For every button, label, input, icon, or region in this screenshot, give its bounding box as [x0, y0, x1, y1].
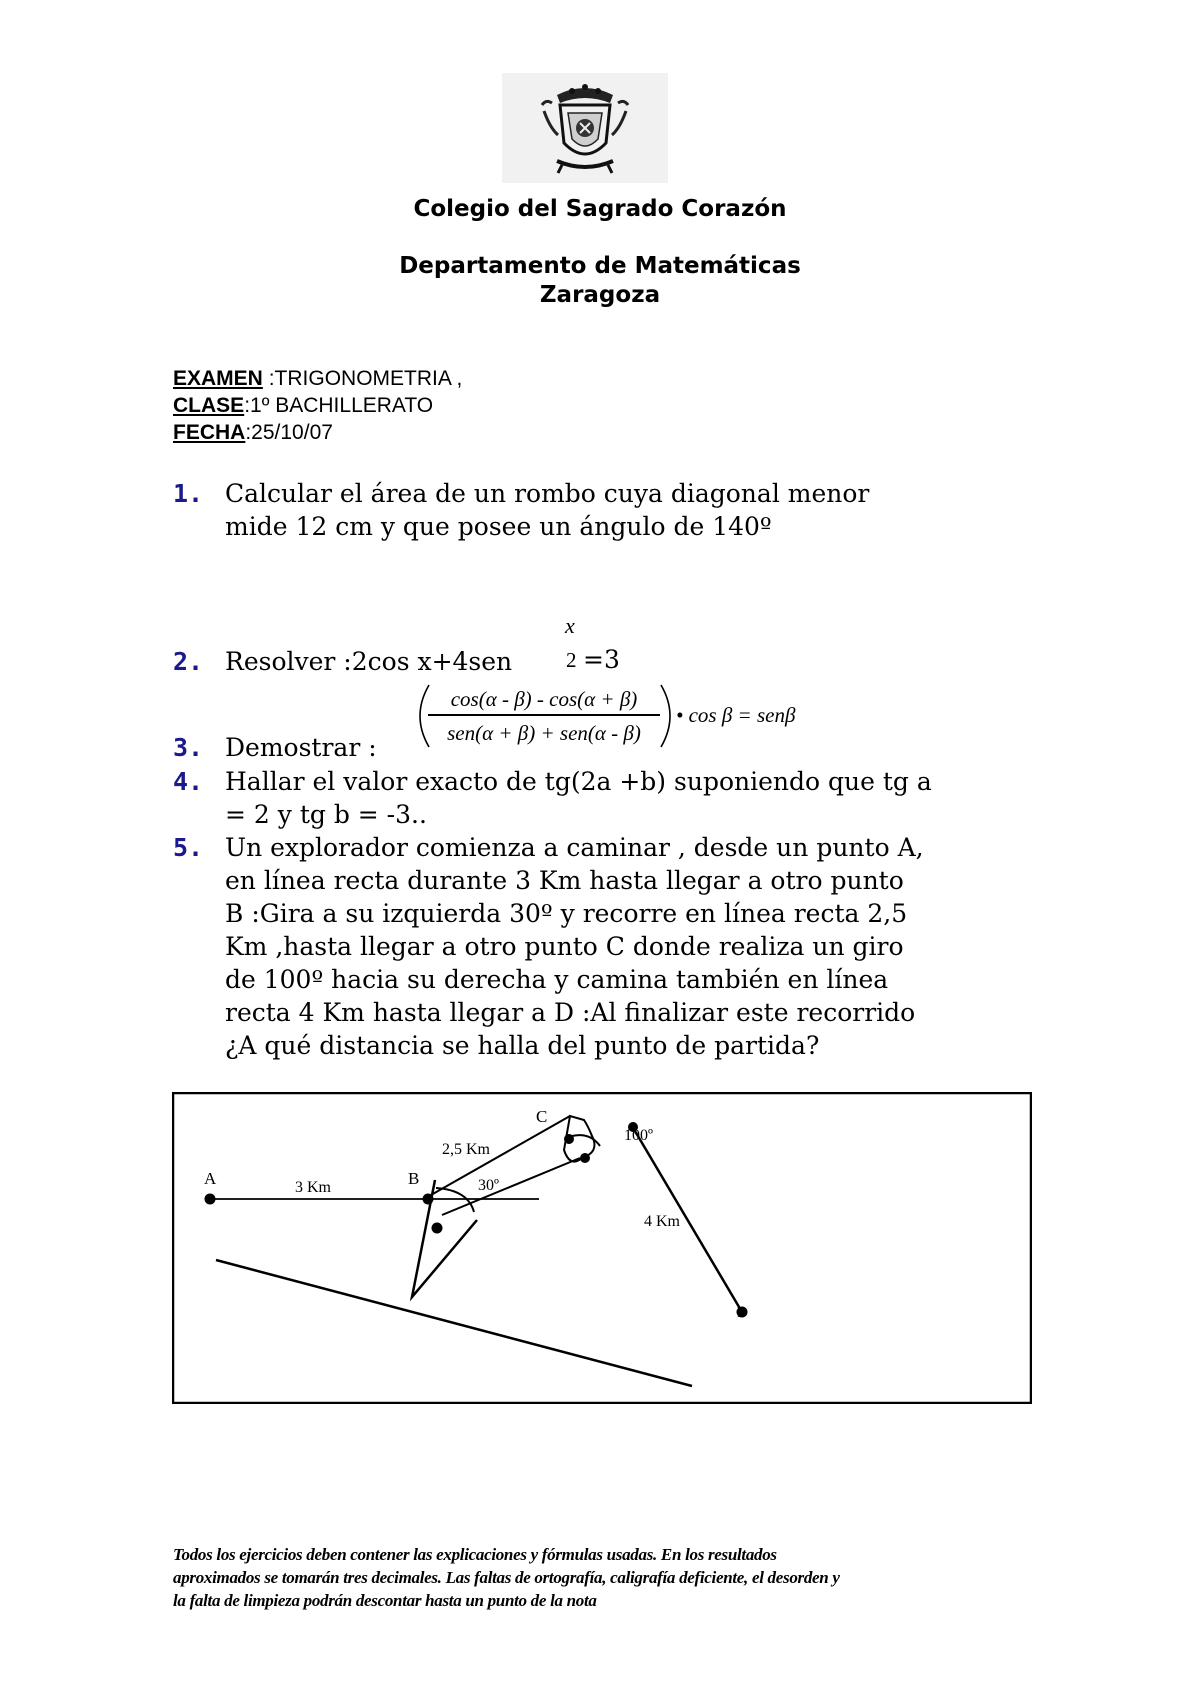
department-name: Departamento de Matemáticas: [399, 253, 801, 279]
question-line: Hallar el valor exacto de tg(2a +b) suponiendo que tg a: [225, 767, 932, 796]
point-a: [205, 1194, 216, 1205]
date-key: FECHA: [173, 421, 246, 444]
question-line: en línea recta durante 3 Km hasta llegar a otro punto: [225, 866, 904, 895]
label-point-b: B: [408, 1169, 420, 1188]
footer-line: aproximados se tomarán tres decimales. Las faltas de ortografía, caligrafía deficiente, el desorden y: [173, 1568, 840, 1587]
footer-note: [173, 1543, 1053, 1612]
fraction-numerator: x: [565, 613, 575, 638]
question-number: 3.: [173, 733, 204, 762]
diagram-frame: [173, 1093, 1031, 1403]
question-line: Km ,hasta llegar a otro punto C donde realiza un giro: [225, 932, 904, 961]
school-name: Colegio del Sagrado Corazón: [413, 196, 787, 222]
exam-line: [173, 367, 462, 391]
route-diagram: [172, 1092, 1032, 1404]
question-line: recta 4 Km hasta llegar a D :Al finalizar este recorrido: [225, 998, 916, 1027]
question-line: = 2 y tg b = -3..: [225, 800, 427, 829]
school-crest-logo: [502, 73, 668, 183]
identity-rhs: • cos β = senβ: [676, 703, 796, 727]
class-key: CLASE: [173, 394, 245, 417]
identity-numerator: cos(α - β) - cos(α + β): [450, 687, 638, 711]
question-line: Calcular el área de un rombo cuya diagonal menor: [225, 479, 870, 508]
label-point-c: C: [536, 1107, 548, 1126]
date-value: :25/10/07: [245, 421, 333, 444]
label-angle-b: 30º: [478, 1177, 499, 1194]
class-value: :1º BACHILLERATO: [244, 394, 434, 417]
footer-line: Todos los ejercicios deben contener las explicaciones y fórmulas usadas. En los resultados: [173, 1545, 777, 1564]
label-distance-cd: 4 Km: [644, 1213, 680, 1230]
question-number: 4.: [173, 767, 204, 796]
identity-denominator: sen(α + β) + sen(α - β): [447, 721, 641, 745]
question-line: B :Gira a su izquierda 30º y recorre en línea recta 2,5: [225, 899, 908, 928]
class-line: [173, 394, 433, 418]
label-point-a: A: [204, 1169, 217, 1188]
question-text: [225, 645, 1055, 678]
question-line: mide 12 cm y que posee un ángulo de 140º: [225, 512, 772, 541]
footer-line: la falta de limpieza podrán descontar hasta un punto de la nota: [173, 1591, 597, 1610]
equation-rhs: =3: [583, 645, 620, 674]
exam-value: :TRIGONOMETRIA ,: [262, 367, 463, 390]
question-number: 2.: [173, 647, 204, 676]
city-name: Zaragoza: [539, 282, 661, 308]
exam-key: EXAMEN: [173, 367, 263, 390]
question-text: [225, 765, 1055, 831]
question-line: Resolver :2cos x+4sen: [225, 647, 513, 676]
question-text: [225, 831, 1055, 1062]
question-line: Demostrar :: [225, 733, 377, 762]
triangle-point: [432, 1223, 443, 1234]
date-line: [173, 421, 333, 445]
question-line: Un explorador comienza a caminar , desde un punto A,: [225, 833, 924, 862]
label-point-d: D: [737, 1305, 748, 1321]
label-angle-c: 100º: [624, 1127, 653, 1144]
question-line: de 100º hacia su derecha y camina también en línea: [225, 965, 889, 994]
point-c2: [580, 1153, 590, 1163]
question-text: [225, 477, 1055, 543]
fraction-denominator: 2: [566, 648, 577, 672]
label-distance-ab: 3 Km: [295, 1179, 331, 1196]
fraction-bar: [428, 714, 660, 716]
label-distance-bc: 2,5 Km: [442, 1141, 490, 1158]
question-number: 1.: [173, 479, 204, 508]
question-number: 5.: [173, 833, 204, 862]
crest-icon: [502, 73, 668, 183]
question-line: ¿A qué distancia se halla del punto de partida?: [225, 1031, 820, 1060]
point-c: [564, 1134, 574, 1144]
